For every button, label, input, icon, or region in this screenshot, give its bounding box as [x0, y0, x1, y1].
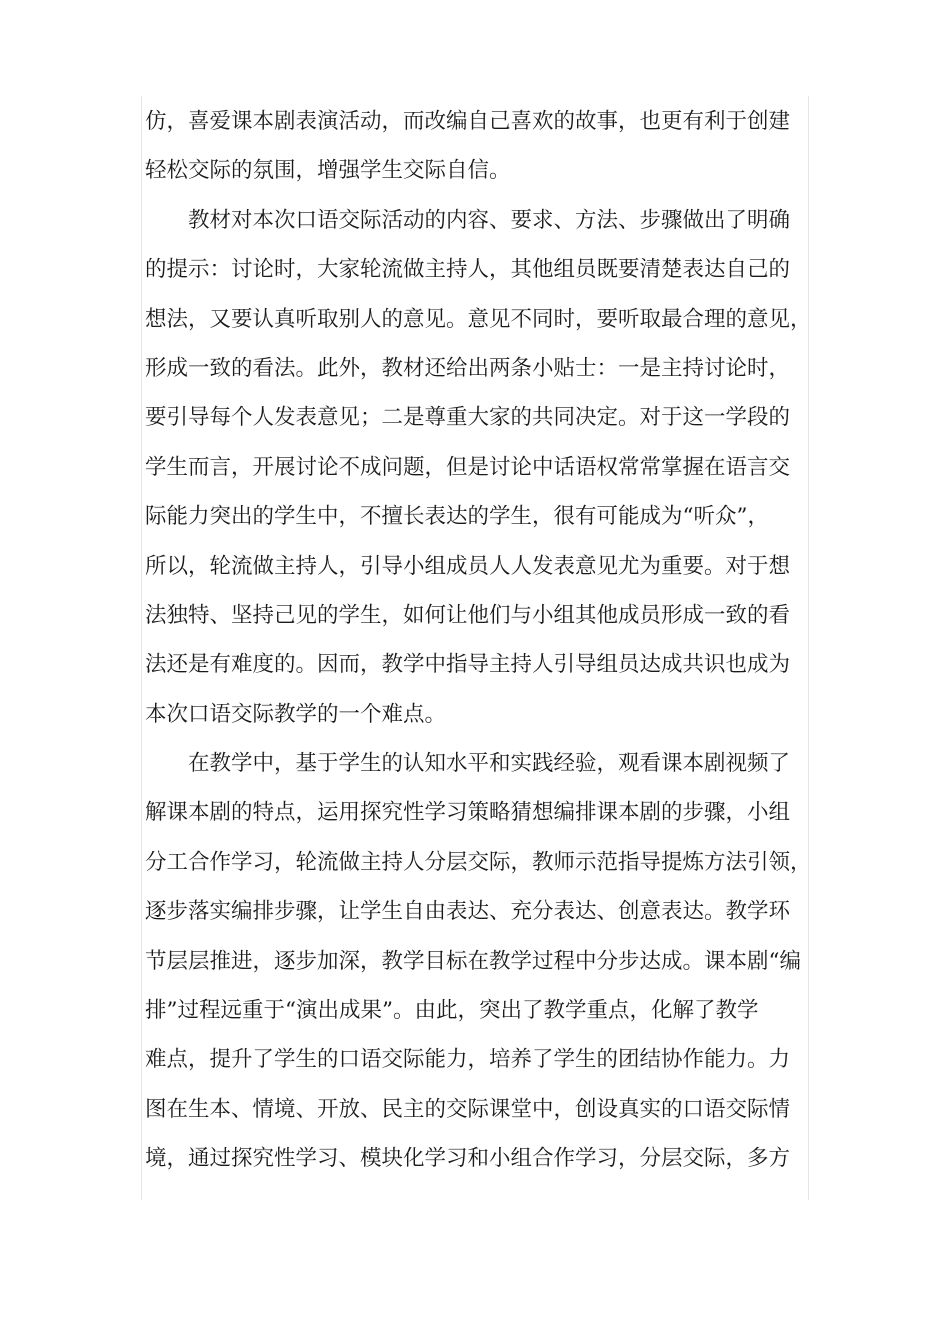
text-line: 形成一致的看法。此外，教材还给出两条小贴士：一是主持讨论时，: [145, 355, 791, 381]
text-line: 所以，轮流做主持人，引导小组成员人人发表意见尤为重要。对于想: [145, 553, 791, 579]
text-line: 要引导每个人发表意见；二是尊重大家的共同决定。对于这一学段的: [145, 405, 791, 431]
text-line: 在教学中，基于学生的认知水平和实践经验，观看课本剧视频了: [188, 751, 791, 777]
text-line: 逐步落实编排步骤，让学生自由表达、充分表达、创意表达。教学环: [145, 899, 791, 925]
text-line: 法还是有难度的。因而，教学中指导主持人引导组员达成共识也成为: [145, 652, 791, 678]
text-line: 法独特、坚持己见的学生，如何让他们与小组其他成员形成一致的看: [145, 602, 791, 628]
text-line: 教材对本次口语交际活动的内容、要求、方法、步骤做出了明确: [188, 207, 791, 233]
text-line: 图在生本、情境、开放、民主的交际课堂中，创设真实的口语交际情: [145, 1096, 791, 1122]
text-line: 解课本剧的特点，运用探究性学习策略猜想编排课本剧的步骤，小组: [145, 800, 791, 826]
text-line: 分工合作学习，轮流做主持人分层交际，教师示范指导提炼方法引领，: [145, 849, 812, 875]
text-line: 学生而言，开展讨论不成问题，但是讨论中话语权常常掌握在语言交: [145, 454, 791, 480]
text-line: 际能力突出的学生中，不擅长表达的学生，很有可能成为“听众”，: [145, 504, 769, 530]
text-line: 想法，又要认真听取别人的意见。意见不同时，要听取最合理的意见，: [145, 306, 812, 332]
text-line: 本次口语交际教学的一个难点。: [145, 701, 447, 727]
text-line: 难点，提升了学生的口语交际能力，培养了学生的团结协作能力。力: [145, 1047, 791, 1073]
text-line: 轻松交际的氛围，增强学生交际自信。: [145, 158, 511, 184]
text-line: 排”过程远重于“演出成果”。由此，突出了教学重点，化解了教学: [145, 998, 759, 1024]
document-body: [145, 97, 817, 1184]
text-line: 的提示：讨论时，大家轮流做主持人，其他组员既要清楚表达自己的: [145, 257, 791, 283]
text-line: 境，通过探究性学习、模块化学习和小组合作学习，分层交际，多方: [145, 1146, 791, 1172]
text-line: 仿，喜爱课本剧表演活动，而改编自己喜欢的故事，也更有利于创建: [145, 109, 791, 134]
text-line: 节层层推进，逐步加深，教学目标在教学过程中分步达成。课本剧“编: [145, 948, 801, 974]
